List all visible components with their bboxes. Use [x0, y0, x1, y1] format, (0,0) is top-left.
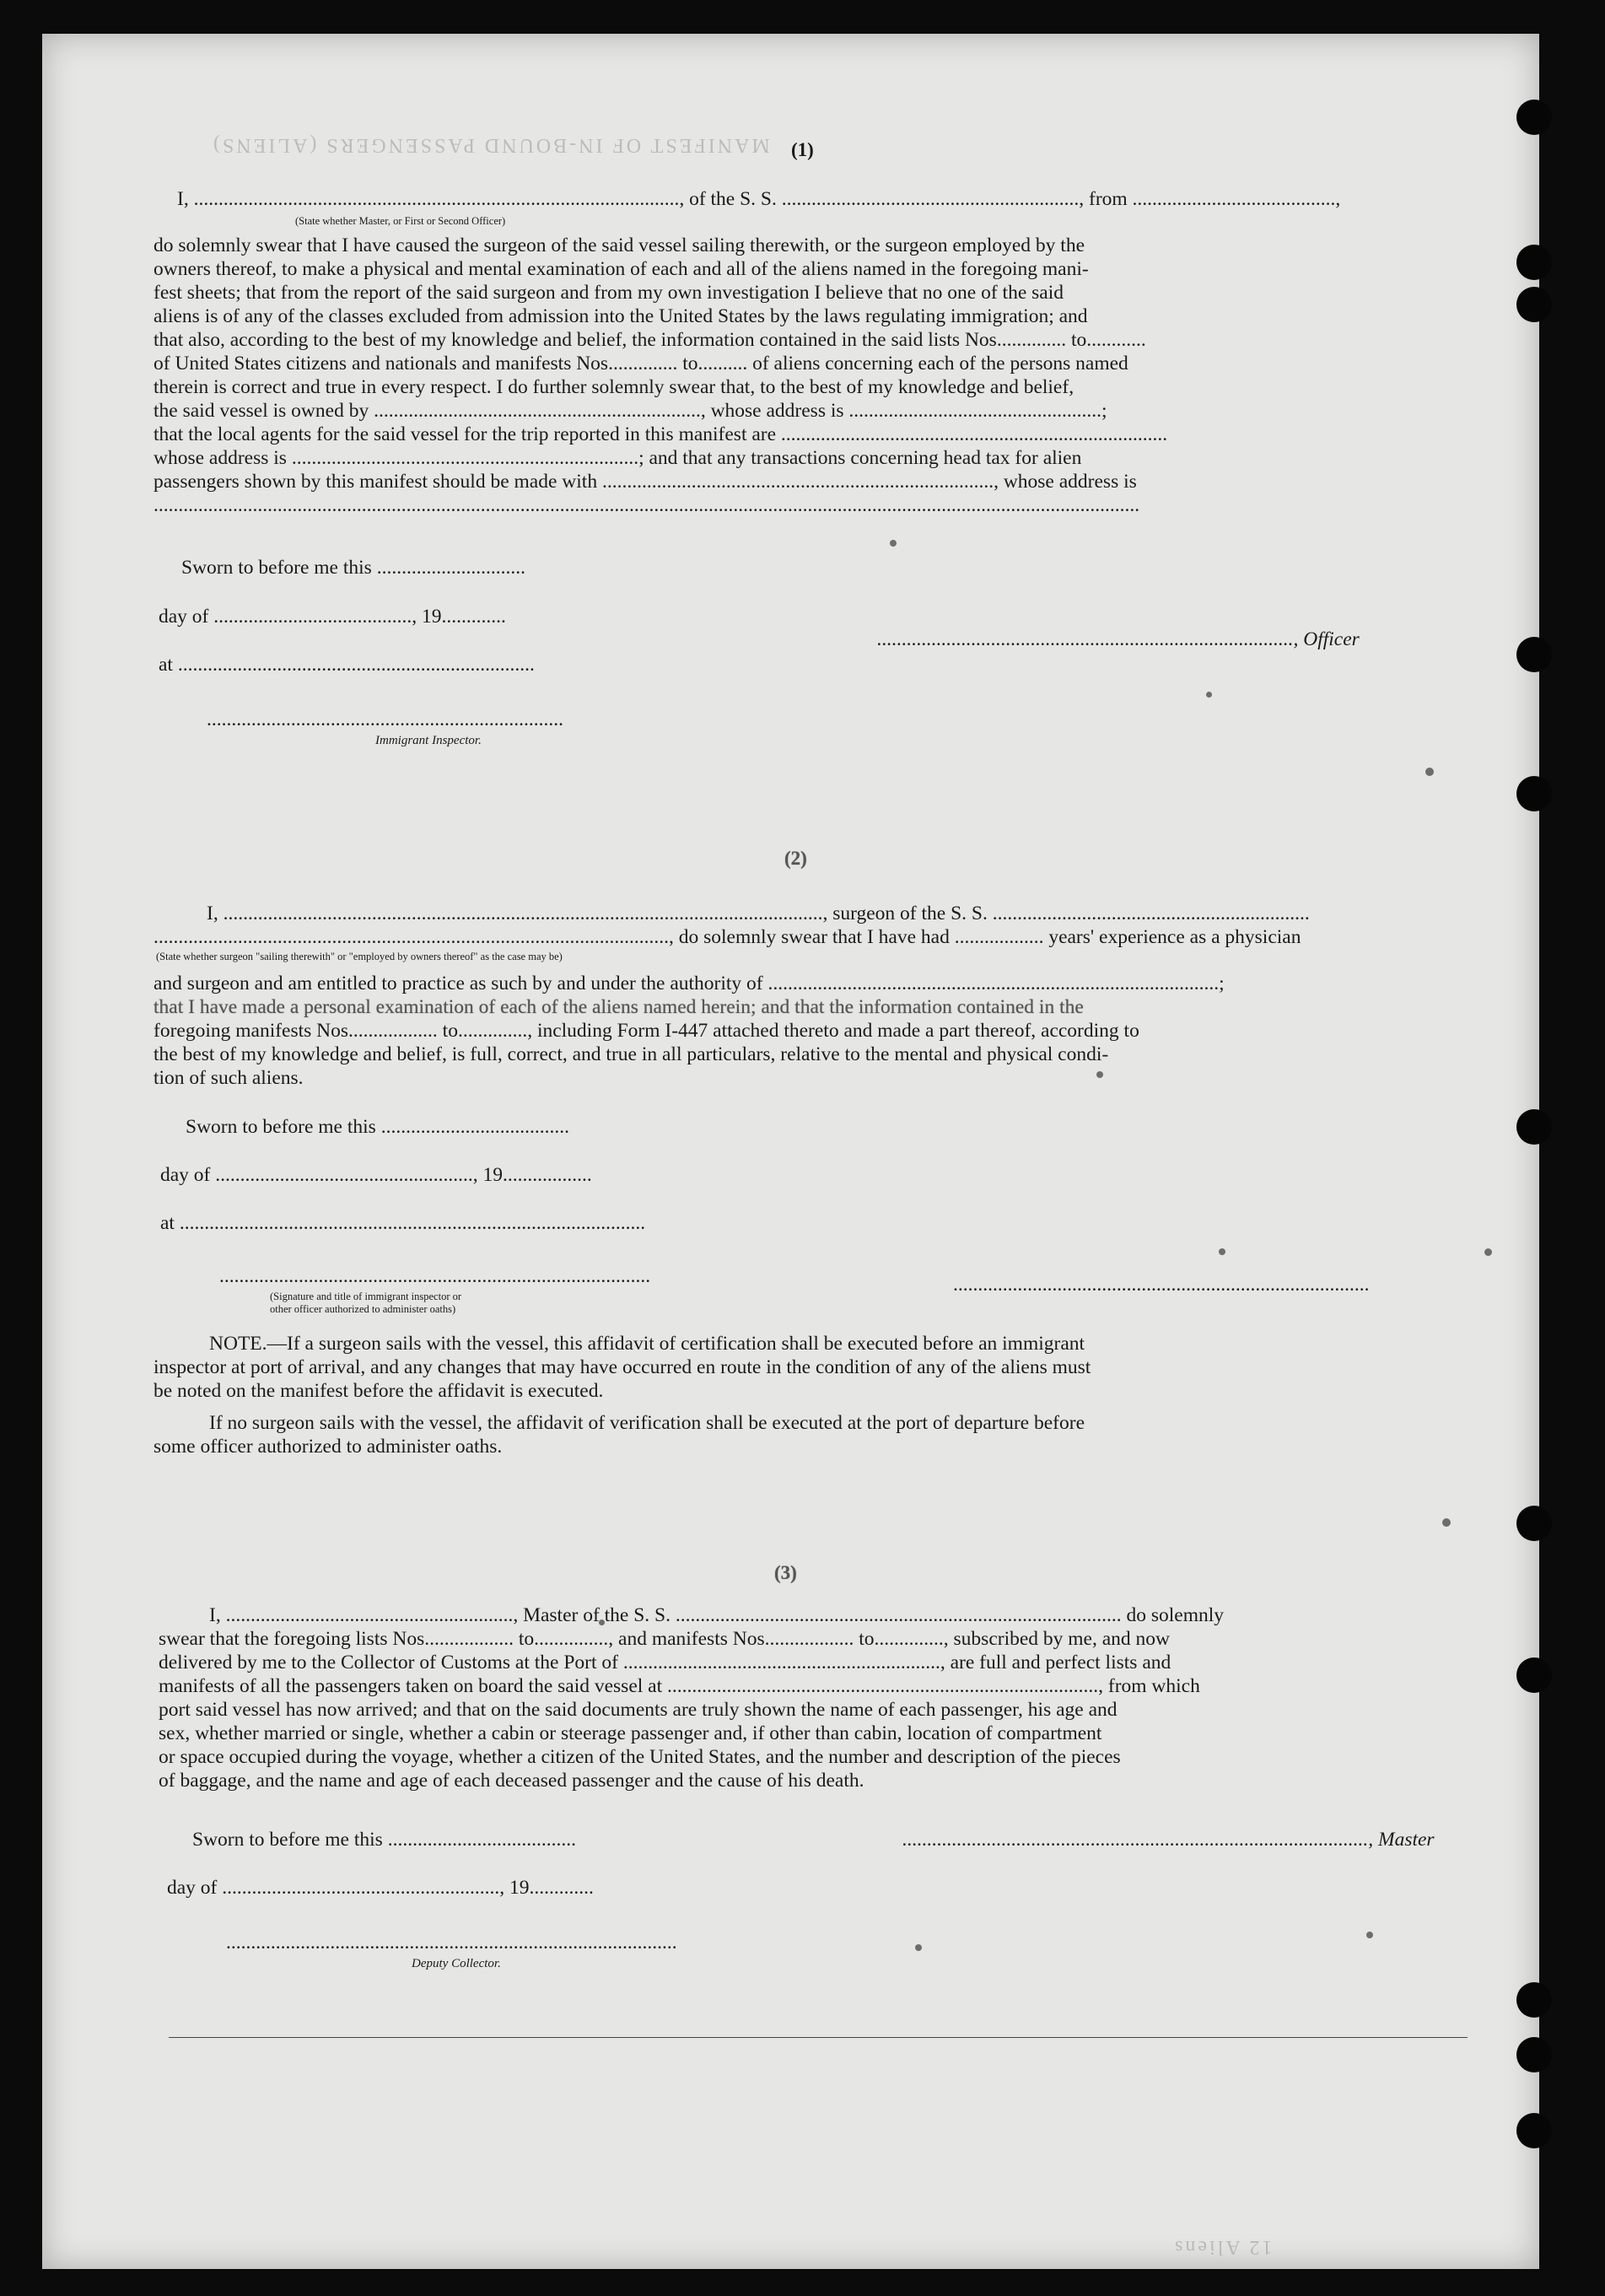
oath-paragraph-line: owners thereof, to make a physical and mental examination of each and all of the aliens named in the foregoing mani- — [153, 258, 1089, 280]
sworn-line: Sworn to before me this .............................. — [181, 557, 525, 579]
oath-paragraph-line: that also, according to the best of my knowledge and belief, the information contained in the said lists Nos.............. to............ — [153, 329, 1146, 351]
punch-hole — [1516, 1982, 1552, 2018]
signature-line: ........................................................................ — [207, 709, 563, 730]
oath-paragraph-line: foregoing manifests Nos.................. to.............., including Form I-447 attached thereto and made a part thereof, according to — [153, 1020, 1139, 1042]
note-line: NOTE.—If a surgeon sails with the vessel, this affidavit of certification shall be executed before an immigrant — [209, 1333, 1085, 1355]
section-number: (1) — [791, 139, 814, 160]
speck — [1442, 1518, 1451, 1527]
speck — [890, 540, 897, 547]
oath-paragraph-line: that I have made a personal examination of each of the aliens named herein; and that the information contained in the — [153, 996, 1084, 1018]
date-line: day of ........................................, 19............. — [159, 606, 506, 628]
date-line: day of ........................................................, 19............. — [167, 1877, 594, 1899]
sworn-line: Sworn to before me this ...................................... — [186, 1116, 569, 1138]
oath-paragraph-line: sex, whether married or single, whether a cabin or steerage passenger and, if other than cabin, location of compartment — [159, 1722, 1102, 1744]
punch-hole — [1516, 776, 1552, 811]
signature-note: (Signature and title of immigrant inspector or — [270, 1291, 462, 1302]
note-line: be noted on the manifest before the affidavit is executed. — [153, 1380, 604, 1402]
oath-paragraph-line: of United States citizens and nationals and manifests Nos.............. to.......... of aliens concerning each of the persons named — [153, 353, 1128, 375]
oath-paragraph-line: manifests of all the passengers taken on board the said vessel at ......................................................................................., from which — [159, 1675, 1200, 1697]
oath-paragraph-line: or space occupied during the voyage, whether a citizen of the United States, and the number and description of the pieces — [159, 1746, 1121, 1768]
oath-line: I, .................................................................................................., of the S. S. ............................................................, from ........................................., — [177, 188, 1341, 210]
oath-paragraph-line: the best of my knowledge and belief, is full, correct, and true in all particulars, relative to the mental and physical condi- — [153, 1043, 1109, 1065]
punch-hole — [1516, 2037, 1552, 2072]
manifest-page — [42, 34, 1539, 2269]
speck — [1096, 1071, 1103, 1078]
signature-title: Deputy Collector. — [412, 1957, 501, 1970]
punch-hole — [1516, 2113, 1552, 2148]
speck — [915, 1944, 922, 1951]
date-line: day of ...................................................., 19.................. — [160, 1164, 592, 1186]
punch-hole — [1516, 100, 1552, 135]
oath-paragraph-line: that the local agents for the said vessel for the trip reported in this manifest are .............................................................................. — [153, 423, 1168, 445]
punch-hole — [1516, 245, 1552, 280]
punch-hole — [1516, 637, 1552, 672]
signature-line: ....................................................................................... — [219, 1265, 651, 1287]
sworn-line: Sworn to before me this ...................................... — [192, 1829, 576, 1851]
section-number: (2) — [784, 848, 807, 869]
punch-hole — [1516, 1109, 1552, 1145]
oath-paragraph-line: port said vessel has now arrived; and that on the said documents are truly shown the name of each passenger, his age and — [159, 1699, 1118, 1721]
bleed-through-text: 12 Aliens — [1172, 2236, 1273, 2258]
place-line: at ........................................................................ — [159, 654, 535, 676]
oath-paragraph-line: tion of such aliens. — [153, 1067, 304, 1089]
signature-note: other officer authorized to administer oaths) — [270, 1303, 456, 1315]
oath-paragraph-line: the said vessel is owned by .................................................................., whose address is ...................................................; — [153, 400, 1107, 422]
section-number: (3) — [774, 1562, 797, 1583]
oath-paragraph-line: swear that the foregoing lists Nos.................. to..............., and manifests Nos.................. to.............., subscribed by me, and now — [159, 1628, 1171, 1650]
oath-paragraph-line: delivered by me to the Collector of Customs at the Port of ................................................................, are full and perfect lists and — [159, 1652, 1171, 1673]
place-line: at .............................................................................................. — [160, 1212, 646, 1234]
bleed-through-text: MANIFEST OF IN-BOUND PASSENGERS (ALIENS) — [211, 134, 770, 156]
surgeon-signature-line: .................................................................................... — [953, 1274, 1370, 1296]
oath-line: I, ........................................................................................................................., surgeon of the S. S. ................................................................ — [207, 903, 1310, 924]
field-note: (State whether surgeon "sailing therewith" or "employed by owners thereof" as the case may be) — [156, 951, 563, 962]
speck — [1425, 768, 1434, 776]
oath-paragraph-line: of baggage, and the name and age of each deceased passenger and the cause of his death. — [159, 1770, 864, 1792]
oath-paragraph-line: whose address is ......................................................................; and that any transactions concerning head tax for alien — [153, 447, 1082, 469]
field-note: (State whether Master, or First or Second Officer) — [295, 215, 506, 227]
oath-paragraph-line: ....................................................................................................................................................................................................... — [153, 494, 1140, 516]
speck — [1484, 1248, 1492, 1256]
bottom-rule — [169, 2037, 1468, 2038]
master-signature-line: .............................................................................................., Master — [902, 1829, 1435, 1851]
punch-hole — [1516, 1657, 1552, 1693]
officer-signature-line: ...................................................................................., Officer — [877, 628, 1360, 650]
signature-title: Immigrant Inspector. — [375, 734, 482, 747]
oath-paragraph-line: aliens is of any of the classes excluded from admission into the United States by the laws regulating immigration; and — [153, 305, 1088, 327]
speck — [1219, 1248, 1225, 1255]
signature-line: ........................................................................................... — [226, 1932, 677, 1954]
speck — [1206, 692, 1212, 698]
oath-line: ........................................................................................................, do solemnly swear that I have had .................. years' experience as a physician — [153, 926, 1301, 948]
oath-paragraph-line: therein is correct and true in every respect. I do further solemnly swear that, to the best of my knowledge and belief, — [153, 376, 1074, 398]
oath-paragraph-line: I, .........................................................., Master of the S. S. .......................................................................................... do solemnly — [209, 1604, 1225, 1626]
note-line: inspector at port of arrival, and any changes that may have occurred en route in the condition of any of the aliens must — [153, 1356, 1091, 1378]
speck — [1366, 1932, 1373, 1938]
note-line: If no surgeon sails with the vessel, the affidavit of verification shall be executed at the port of departure before — [209, 1412, 1085, 1434]
punch-hole — [1516, 1506, 1552, 1541]
oath-paragraph-line: do solemnly swear that I have caused the surgeon of the said vessel sailing therewith, or the surgeon employed by the — [153, 234, 1085, 256]
punch-hole — [1516, 287, 1552, 322]
oath-paragraph-line: passengers shown by this manifest should be made with ..............................................................................., whose address is — [153, 471, 1137, 493]
oath-paragraph-line: fest sheets; that from the report of the said surgeon and from my own investigation I believe that no one of the said — [153, 282, 1064, 304]
oath-paragraph-line: and surgeon and am entitled to practice as such by and under the authority of ...........................................................................................; — [153, 973, 1225, 994]
note-line: some officer authorized to administer oaths. — [153, 1436, 503, 1458]
